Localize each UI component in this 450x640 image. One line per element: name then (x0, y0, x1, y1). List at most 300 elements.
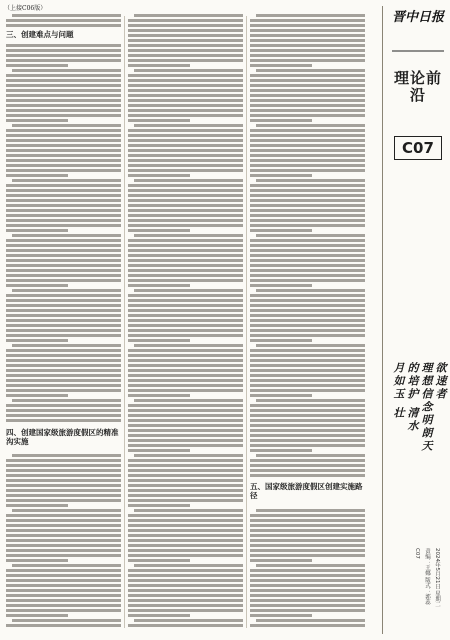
text-line-placeholder (250, 164, 365, 167)
text-line-placeholder (12, 564, 121, 567)
calligraphy-line: 欲速者 (434, 362, 447, 401)
text-line-placeholder (6, 174, 68, 177)
text-line-placeholder (6, 394, 68, 397)
text-line-placeholder (250, 284, 312, 287)
text-line-placeholder (6, 614, 68, 617)
text-line-placeholder (6, 189, 121, 192)
text-line-placeholder (250, 439, 365, 442)
text-line-placeholder (250, 574, 365, 577)
text-line-placeholder (128, 589, 243, 592)
calligraphy-block (390, 362, 446, 532)
text-line-placeholder (250, 534, 365, 537)
text-line-placeholder (128, 329, 243, 332)
page-number: C07 (394, 136, 442, 160)
text-line-placeholder (6, 19, 121, 22)
text-line-placeholder (6, 284, 68, 287)
text-line-placeholder (6, 389, 121, 392)
text-line-placeholder (250, 99, 365, 102)
text-line-placeholder (128, 484, 243, 487)
text-line-placeholder (6, 114, 121, 117)
text-line-placeholder (128, 324, 243, 327)
text-line-placeholder (250, 374, 365, 377)
text-line-placeholder (250, 449, 312, 452)
text-line-placeholder (6, 109, 121, 112)
text-line-placeholder (128, 554, 243, 557)
text-line-placeholder (128, 134, 243, 137)
text-line-placeholder (128, 199, 243, 202)
text-line-placeholder (128, 429, 243, 432)
text-line-placeholder (134, 14, 243, 17)
text-line-placeholder (128, 614, 190, 617)
text-line-placeholder (6, 299, 121, 302)
text-line-placeholder (256, 69, 365, 72)
text-line-placeholder (128, 144, 243, 147)
text-line-placeholder (250, 94, 365, 97)
text-line-placeholder (128, 314, 243, 317)
text-line-placeholder (128, 624, 243, 627)
text-line-placeholder (250, 394, 312, 397)
text-line-placeholder (128, 169, 243, 172)
text-line-placeholder (250, 414, 365, 417)
text-line-placeholder (6, 149, 121, 152)
text-line-placeholder (250, 279, 365, 282)
text-line-placeholder (128, 504, 190, 507)
text-line-placeholder (250, 259, 365, 262)
text-line-placeholder (128, 274, 243, 277)
text-line-placeholder (6, 254, 121, 257)
text-line-placeholder (6, 419, 121, 422)
text-line-placeholder (250, 599, 365, 602)
text-line-placeholder (128, 489, 243, 492)
text-line-placeholder (134, 564, 243, 567)
text-line-placeholder (6, 539, 121, 542)
text-line-placeholder (128, 189, 243, 192)
text-line-placeholder (128, 579, 243, 582)
text-line-placeholder (6, 359, 121, 362)
text-line-placeholder (128, 444, 243, 447)
text-line-placeholder (250, 89, 365, 92)
text-line-placeholder (250, 339, 312, 342)
text-line-placeholder (6, 599, 121, 602)
text-line-placeholder (134, 234, 243, 237)
text-line-placeholder (6, 104, 121, 107)
text-line-placeholder (6, 334, 121, 337)
text-line-placeholder (250, 39, 365, 42)
text-line-placeholder (128, 479, 243, 482)
text-line-placeholder (250, 54, 365, 57)
text-line-placeholder (256, 14, 365, 17)
text-line-placeholder (250, 559, 312, 562)
text-line-placeholder (6, 309, 121, 312)
text-line-placeholder (250, 74, 365, 77)
text-line-placeholder (128, 214, 243, 217)
text-line-placeholder (6, 199, 121, 202)
text-line-placeholder (250, 184, 365, 187)
text-line-placeholder (6, 64, 68, 67)
text-line-placeholder (6, 329, 121, 332)
text-line-placeholder (12, 619, 121, 622)
text-line-placeholder (250, 354, 365, 357)
text-line-placeholder (250, 569, 365, 572)
text-line-placeholder (6, 364, 121, 367)
text-line-placeholder (128, 524, 243, 527)
text-line-placeholder (6, 79, 121, 82)
text-line-placeholder (6, 49, 121, 52)
text-line-placeholder (250, 459, 365, 462)
article-column-1 (6, 12, 121, 632)
text-line-placeholder (134, 619, 243, 622)
text-line-placeholder (6, 584, 121, 587)
footer-page-tag: C07 (414, 548, 420, 559)
text-line-placeholder (250, 24, 365, 27)
text-line-placeholder (128, 609, 243, 612)
text-line-placeholder (128, 84, 243, 87)
text-line-placeholder (128, 244, 243, 247)
text-line-placeholder (250, 274, 365, 277)
text-line-placeholder (250, 334, 365, 337)
text-line-placeholder (128, 174, 190, 177)
text-line-placeholder (250, 19, 365, 22)
text-line-placeholder (6, 209, 121, 212)
text-line-placeholder (12, 289, 121, 292)
text-line-placeholder (256, 179, 365, 182)
text-line-placeholder (6, 369, 121, 372)
text-line-placeholder (128, 319, 243, 322)
text-line-placeholder (6, 349, 121, 352)
text-line-placeholder (250, 469, 365, 472)
text-line-placeholder (6, 244, 121, 247)
text-line-placeholder (6, 479, 121, 482)
text-line-placeholder (250, 369, 365, 372)
text-line-placeholder (6, 269, 121, 272)
text-line-placeholder (6, 184, 121, 187)
text-line-placeholder (6, 214, 121, 217)
text-line-placeholder (250, 144, 365, 147)
text-line-placeholder (6, 589, 121, 592)
text-line-placeholder (6, 559, 68, 562)
text-line-placeholder (128, 114, 243, 117)
text-line-placeholder (6, 534, 121, 537)
text-line-placeholder (256, 509, 365, 512)
text-line-placeholder (128, 349, 243, 352)
text-line-placeholder (128, 439, 243, 442)
text-line-placeholder (6, 519, 121, 522)
text-line-placeholder (128, 379, 243, 382)
text-line-placeholder (12, 344, 121, 347)
text-line-placeholder (128, 204, 243, 207)
text-line-placeholder (250, 349, 365, 352)
text-line-placeholder (128, 374, 243, 377)
text-line-placeholder (128, 269, 243, 272)
text-line-placeholder (250, 304, 365, 307)
text-line-placeholder (128, 39, 243, 42)
text-line-placeholder (6, 524, 121, 527)
text-line-placeholder (250, 364, 365, 367)
text-line-placeholder (250, 389, 365, 392)
text-line-placeholder (12, 234, 121, 237)
text-line-placeholder (128, 359, 243, 362)
text-line-placeholder (128, 534, 243, 537)
text-line-placeholder (6, 264, 121, 267)
text-line-placeholder (6, 484, 121, 487)
text-line-placeholder (128, 409, 243, 412)
text-line-placeholder (134, 509, 243, 512)
text-line-placeholder (6, 304, 121, 307)
text-line-placeholder (250, 189, 365, 192)
text-line-placeholder (6, 374, 121, 377)
column-title: 理论前沿 (393, 69, 442, 104)
text-line-placeholder (128, 519, 243, 522)
text-line-placeholder (128, 79, 243, 82)
text-line-placeholder (250, 529, 365, 532)
masthead-underline (388, 46, 448, 56)
text-line-placeholder (128, 604, 243, 607)
text-line-placeholder (256, 564, 365, 567)
text-line-placeholder (12, 454, 121, 457)
text-line-placeholder (6, 594, 121, 597)
text-line-placeholder (12, 69, 121, 72)
text-line-placeholder (6, 144, 121, 147)
calligraphy-line: 理想信念明朗天 (420, 362, 433, 453)
text-line-placeholder (128, 304, 243, 307)
text-line-placeholder (128, 239, 243, 242)
text-line-placeholder (250, 609, 365, 612)
text-line-placeholder (250, 254, 365, 257)
text-line-placeholder (250, 249, 365, 252)
text-line-placeholder (250, 229, 312, 232)
article-column-2 (128, 12, 243, 632)
text-line-placeholder (134, 454, 243, 457)
text-line-placeholder (250, 309, 365, 312)
text-line-placeholder (128, 529, 243, 532)
text-line-placeholder (128, 414, 243, 417)
text-line-placeholder (250, 174, 312, 177)
text-line-placeholder (134, 344, 243, 347)
text-line-placeholder (128, 569, 243, 572)
text-line-placeholder (128, 54, 243, 57)
text-line-placeholder (6, 319, 121, 322)
text-line-placeholder (6, 74, 121, 77)
text-line-placeholder (134, 289, 243, 292)
text-line-placeholder (6, 229, 68, 232)
text-line-placeholder (128, 209, 243, 212)
text-line-placeholder (6, 499, 121, 502)
text-line-placeholder (250, 519, 365, 522)
text-line-placeholder (128, 594, 243, 597)
text-line-placeholder (128, 599, 243, 602)
text-line-placeholder (6, 54, 121, 57)
text-line-placeholder (6, 384, 121, 387)
text-line-placeholder (250, 159, 365, 162)
text-line-placeholder (6, 84, 121, 87)
text-line-placeholder (128, 419, 243, 422)
text-line-placeholder (6, 464, 121, 467)
text-line-placeholder (128, 139, 243, 142)
text-line-placeholder (6, 139, 121, 142)
text-line-placeholder (6, 119, 68, 122)
text-line-placeholder (128, 434, 243, 437)
text-line-placeholder (128, 364, 243, 367)
text-line-placeholder (128, 44, 243, 47)
text-line-placeholder (6, 549, 121, 552)
text-line-placeholder (128, 384, 243, 387)
text-line-placeholder (128, 259, 243, 262)
text-line-placeholder (12, 179, 121, 182)
text-line-placeholder (6, 204, 121, 207)
text-line-placeholder (256, 454, 365, 457)
text-line-placeholder (250, 129, 365, 132)
text-line-placeholder (250, 359, 365, 362)
text-line-placeholder (128, 249, 243, 252)
text-line-placeholder (6, 569, 121, 572)
text-line-placeholder (12, 124, 121, 127)
text-line-placeholder (250, 84, 365, 87)
text-line-placeholder (256, 344, 365, 347)
text-line-placeholder (250, 154, 365, 157)
text-line-placeholder (6, 554, 121, 557)
text-line-placeholder (250, 474, 365, 477)
text-line-placeholder (6, 489, 121, 492)
text-line-placeholder (128, 424, 243, 427)
text-line-placeholder (250, 114, 365, 117)
text-line-placeholder (134, 179, 243, 182)
text-line-placeholder (128, 539, 243, 542)
masthead-divider (382, 6, 383, 634)
text-line-placeholder (128, 459, 243, 462)
column-divider (124, 16, 125, 628)
text-line-placeholder (250, 149, 365, 152)
text-line-placeholder (134, 69, 243, 72)
text-line-placeholder (6, 159, 121, 162)
text-line-placeholder (6, 459, 121, 462)
text-line-placeholder (128, 389, 243, 392)
text-line-placeholder (250, 324, 365, 327)
text-line-placeholder (6, 249, 121, 252)
text-line-placeholder (128, 369, 243, 372)
text-line-placeholder (128, 574, 243, 577)
text-line-placeholder (12, 399, 121, 402)
text-line-placeholder (250, 219, 365, 222)
text-line-placeholder (128, 294, 243, 297)
text-line-placeholder (256, 399, 365, 402)
text-line-placeholder (128, 64, 190, 67)
text-line-placeholder (250, 49, 365, 52)
text-line-placeholder (250, 104, 365, 107)
text-line-placeholder (128, 494, 243, 497)
text-line-placeholder (128, 404, 243, 407)
text-line-placeholder (128, 449, 190, 452)
text-line-placeholder (128, 159, 243, 162)
text-line-placeholder (6, 544, 121, 547)
section-heading: 四、创建国家级旅游度假区的精准沟实施 (6, 428, 119, 446)
text-line-placeholder (128, 339, 190, 342)
text-line-placeholder (128, 279, 243, 282)
masthead-column (382, 0, 450, 640)
text-line-placeholder (6, 279, 121, 282)
text-line-placeholder (250, 579, 365, 582)
text-line-placeholder (128, 499, 243, 502)
text-line-placeholder (128, 354, 243, 357)
text-line-placeholder (6, 154, 121, 157)
text-line-placeholder (250, 329, 365, 332)
article-column-3 (250, 12, 365, 632)
text-line-placeholder (250, 44, 365, 47)
text-line-placeholder (256, 289, 365, 292)
text-line-placeholder (128, 104, 243, 107)
newspaper-masthead: 晋中日报 (391, 10, 444, 25)
text-line-placeholder (128, 99, 243, 102)
text-line-placeholder (128, 74, 243, 77)
text-line-placeholder (6, 579, 121, 582)
continued-from-label: （上接C06版） (4, 5, 47, 12)
text-line-placeholder (250, 624, 365, 627)
text-line-placeholder (6, 259, 121, 262)
text-line-placeholder (250, 614, 312, 617)
text-line-placeholder (250, 79, 365, 82)
text-line-placeholder (134, 399, 243, 402)
text-line-placeholder (128, 109, 243, 112)
text-line-placeholder (250, 239, 365, 242)
text-line-placeholder (250, 34, 365, 37)
section-heading: 五、国家级旅游度假区创建实施路径 (250, 482, 363, 500)
text-line-placeholder (6, 604, 121, 607)
text-line-placeholder (250, 294, 365, 297)
text-line-placeholder (128, 549, 243, 552)
text-line-placeholder (250, 299, 365, 302)
text-line-placeholder (250, 29, 365, 32)
text-line-placeholder (250, 169, 365, 172)
text-line-placeholder (128, 299, 243, 302)
text-line-placeholder (6, 404, 121, 407)
text-line-placeholder (250, 424, 365, 427)
text-line-placeholder (250, 214, 365, 217)
text-line-placeholder (6, 414, 121, 417)
text-line-placeholder (128, 469, 243, 472)
text-line-placeholder (6, 164, 121, 167)
text-line-placeholder (250, 554, 365, 557)
text-line-placeholder (250, 314, 365, 317)
text-line-placeholder (6, 409, 121, 412)
text-line-placeholder (128, 334, 243, 337)
text-line-placeholder (128, 544, 243, 547)
text-line-placeholder (128, 29, 243, 32)
text-line-placeholder (128, 514, 243, 517)
text-line-placeholder (250, 549, 365, 552)
text-line-placeholder (6, 59, 121, 62)
text-line-placeholder (6, 474, 121, 477)
text-line-placeholder (12, 509, 121, 512)
text-line-placeholder (6, 324, 121, 327)
text-line-placeholder (6, 169, 121, 172)
text-line-placeholder (128, 164, 243, 167)
text-line-placeholder (250, 419, 365, 422)
text-line-placeholder (128, 194, 243, 197)
text-line-placeholder (250, 319, 365, 322)
text-line-placeholder (6, 379, 121, 382)
text-line-placeholder (250, 204, 365, 207)
text-line-placeholder (6, 89, 121, 92)
text-line-placeholder (250, 539, 365, 542)
text-line-placeholder (250, 594, 365, 597)
text-line-placeholder (6, 574, 121, 577)
text-line-placeholder (128, 149, 243, 152)
text-line-placeholder (250, 119, 312, 122)
text-line-placeholder (128, 474, 243, 477)
text-line-placeholder (250, 269, 365, 272)
text-line-placeholder (128, 284, 190, 287)
text-line-placeholder (128, 219, 243, 222)
text-line-placeholder (6, 494, 121, 497)
